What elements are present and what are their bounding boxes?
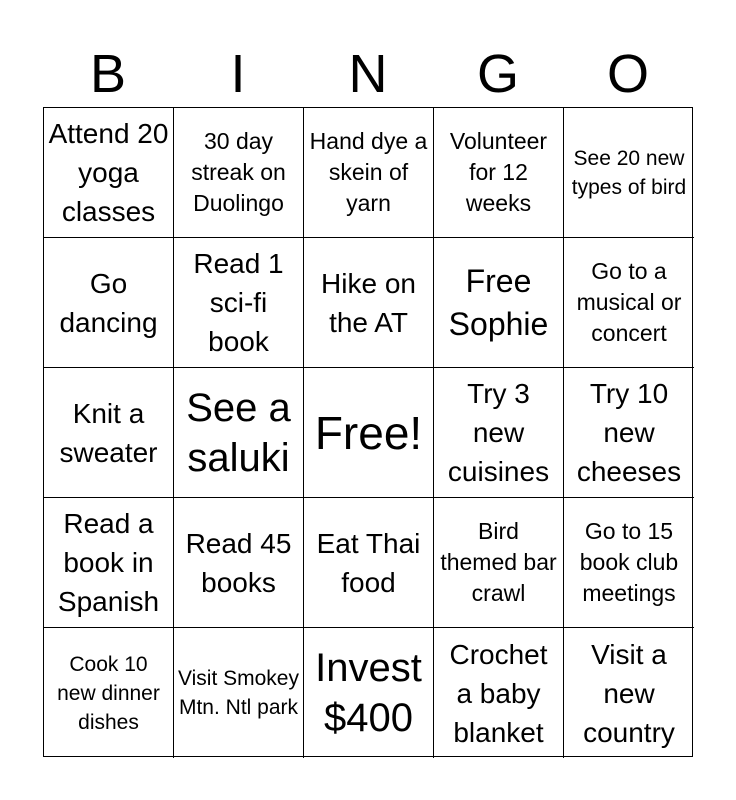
bingo-header (43, 40, 693, 108)
bingo-cell[interactable] (44, 108, 174, 238)
bingo-cell[interactable] (44, 238, 174, 368)
cell-text: Go to 15 book club meetings (579, 518, 679, 606)
bingo-cell[interactable] (304, 238, 434, 368)
header-letter-i: I (230, 44, 246, 104)
header-letter-n: N (348, 44, 388, 104)
cell-text: Eat Thai food (316, 527, 421, 598)
bingo-cell[interactable] (564, 108, 694, 238)
bingo-cell[interactable] (434, 108, 564, 238)
bingo-cell[interactable] (434, 498, 564, 628)
free-space-cell[interactable] (304, 368, 434, 498)
cell-text: See a saluki (186, 385, 291, 480)
bingo-cell[interactable] (434, 238, 564, 368)
bingo-cell[interactable] (174, 368, 304, 498)
bingo-cell[interactable] (434, 628, 564, 758)
bingo-cell[interactable] (564, 628, 694, 758)
cell-text: See 20 new types of bird (571, 146, 687, 199)
cell-text: Read 45 books (185, 527, 292, 598)
cell-text: Knit a sweater (59, 397, 158, 468)
bingo-cell[interactable] (564, 238, 694, 368)
cell-text: Hike on the AT (321, 267, 416, 338)
cell-text: Try 10 new cheeses (576, 378, 682, 487)
bingo-cell[interactable] (304, 108, 434, 238)
cell-text: Free Sophie (448, 262, 549, 342)
bingo-cell[interactable] (44, 498, 174, 628)
header-letter-g: G (476, 44, 519, 104)
cell-text: Attend 20 yoga classes (48, 118, 169, 227)
bingo-cell[interactable] (44, 628, 174, 758)
bingo-cell[interactable] (174, 498, 304, 628)
cell-text: Visit Smokey Mtn. Ntl park (178, 667, 299, 719)
bingo-cell[interactable] (564, 368, 694, 498)
bingo-cell[interactable] (564, 498, 694, 628)
bingo-cell[interactable] (44, 368, 174, 498)
header-letter-b: B (89, 44, 127, 104)
cell-text: Read 1 sci-fi book (193, 248, 284, 357)
cell-text: Try 3 new cuisines (447, 378, 550, 487)
bingo-cell[interactable] (174, 108, 304, 238)
cell-text: Visit a new country (583, 638, 675, 748)
cell-text: Cook 10 new dinner dishes (57, 652, 160, 734)
bingo-cell[interactable] (434, 368, 564, 498)
bingo-board (43, 107, 693, 757)
cell-text: 30 day streak on Duolingo (191, 128, 286, 216)
cell-text: Read a book in Spanish (57, 508, 160, 617)
bingo-cell[interactable] (304, 628, 434, 758)
cell-text: Go dancing (59, 267, 158, 338)
cell-text: Invest $400 (315, 646, 422, 740)
cell-text: Go to a musical or concert (576, 258, 682, 346)
bingo-cell[interactable] (304, 498, 434, 628)
cell-text: Hand dye a skein of yarn (309, 128, 428, 216)
bingo-cell[interactable] (174, 628, 304, 758)
header-letter-o: O (606, 44, 649, 104)
bingo-cell[interactable] (174, 238, 304, 368)
cell-text: Volunteer for 12 weeks (449, 128, 548, 216)
cell-text: Crochet a baby blanket (449, 638, 548, 748)
cell-text: Free! (314, 406, 423, 459)
cell-text: Bird themed bar crawl (440, 518, 557, 606)
